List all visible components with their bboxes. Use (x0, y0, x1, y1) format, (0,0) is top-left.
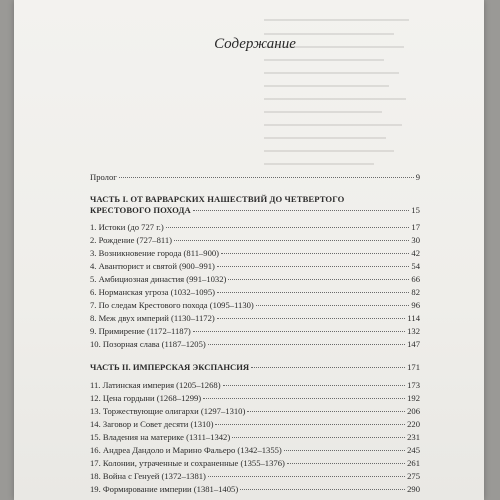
toc-entry: 16. Андреа Дандоло и Марино Фальеро (1342–1355) 245 (90, 445, 420, 455)
leader-dots (284, 450, 405, 451)
leader-dots (223, 385, 406, 386)
leader-dots (203, 398, 405, 399)
leader-dots (228, 279, 409, 280)
leader-dots (240, 489, 405, 490)
leader-dots (247, 411, 405, 412)
toc-entry: 12. Цена гордыни (1268–1299) 192 (90, 393, 420, 403)
leader-dots (251, 367, 405, 368)
toc-entry: 1. Истоки (до 727 г.) 17 (90, 222, 420, 232)
leader-dots (256, 305, 410, 306)
toc-entry: 14. Заговор и Совет десяти (1310) 220 (90, 419, 420, 429)
leader-dots (287, 463, 405, 464)
leader-dots (193, 210, 409, 211)
leader-dots (119, 177, 414, 178)
toc-entry: 5. Амбициозная династия (991–1032) 66 (90, 274, 420, 284)
toc-entry: 6. Норманская угроза (1032–1095) 82 (90, 287, 420, 297)
toc-entry: 2. Рождение (727–811) 30 (90, 235, 420, 245)
page-title: Содержание (214, 36, 296, 52)
leader-dots (215, 424, 405, 425)
toc-entry: 9. Примирение (1172–1187) 132 (90, 326, 420, 336)
leader-dots (221, 253, 409, 254)
toc-entry: 8. Меж двух империй (1130–1172) 114 (90, 313, 420, 323)
leader-dots (232, 437, 405, 438)
toc-entry: 19. Формирование империи (1381–1405) 290 (90, 484, 420, 494)
leader-dots (208, 476, 405, 477)
leader-dots (166, 227, 410, 228)
leader-dots (208, 344, 405, 345)
toc-entry: 13. Торжествующие олигархи (1297–1310) 206 (90, 406, 420, 416)
leader-dots (193, 331, 405, 332)
toc-entry: 3. Возникновение города (811–900) 42 (90, 248, 420, 258)
toc-entry: 4. Авантюрист и святой (900–991) 54 (90, 261, 420, 271)
toc-entry: 17. Колонии, утраченные и сохраненные (1355–1376) 261 (90, 458, 420, 468)
book-page (14, 0, 484, 500)
toc-entry: Пролог 9 (90, 172, 420, 182)
toc-entry: 15. Владения на материке (1311–1342) 231 (90, 432, 420, 442)
leader-dots (217, 292, 409, 293)
leader-dots (217, 266, 410, 267)
toc-entry: 7. По следам Крестового похода (1095–1130) 96 (90, 300, 420, 310)
leader-dots (174, 240, 409, 241)
toc-entry: 18. Война с Генуей (1372–1381) 275 (90, 471, 420, 481)
leader-dots (217, 318, 406, 319)
toc-entry: 11. Латинская империя (1205–1268) 173 (90, 380, 420, 390)
toc-entry: 10. Позорная слава (1187–1205) 147 (90, 339, 420, 349)
toc-part-heading: ЧАСТЬ II. ИМПЕРСКАЯ ЭКСПАНСИЯ 171 (90, 362, 420, 372)
toc-part-heading: ЧАСТЬ I. ОТ ВАРВАРСКИХ НАШЕСТВИЙ ДО ЧЕТВЕРТОГО КРЕСТОВОГО ПОХОДА 15 (90, 194, 420, 215)
